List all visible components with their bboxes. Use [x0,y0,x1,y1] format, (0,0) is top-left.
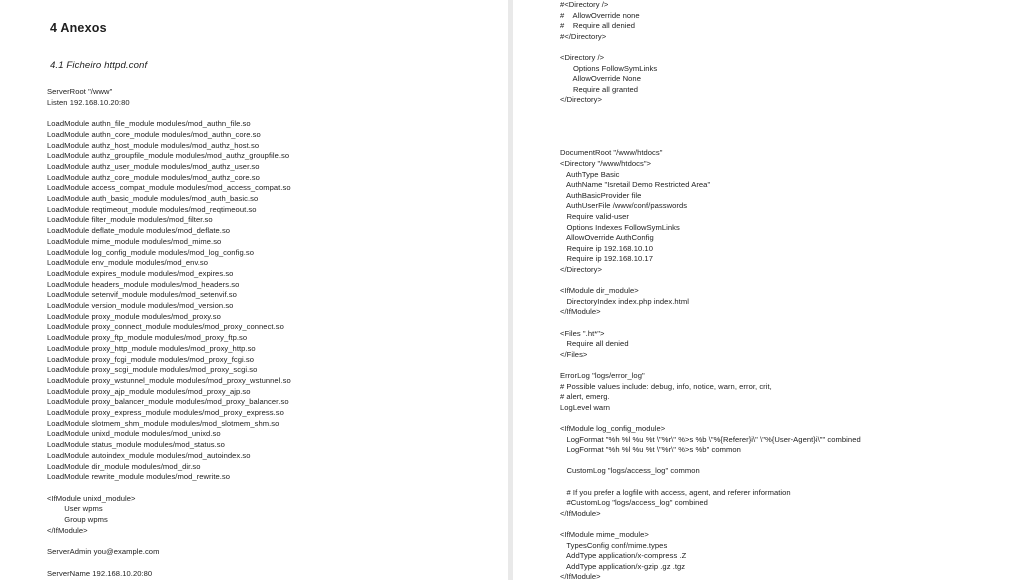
config-line: <Directory /> [560,53,605,62]
config-line: LogLevel warn [560,402,611,412]
config-line: <IfModule log_config_module> [560,424,666,433]
config-line: ServerAdmin you@example.com [47,547,160,557]
config-line: LoadModule authz_host_module modules/mod_authz_host.so [47,140,260,150]
config-line: LoadModule authz_core_module modules/mod_authz_core.so [47,172,260,182]
config-line: CustomLog "logs/access_log" common [560,466,700,476]
config-line: LoadModule proxy_ajp_module modules/mod_proxy_ajp.so [47,386,251,396]
config-line: #CustomLog "logs/access_log" combined [560,498,708,508]
config-line: LoadModule proxy_fcgi_module modules/mod_proxy_fcgi.so [47,354,255,364]
config-line: User wpms [47,504,103,514]
config-line: </Directory> [560,265,602,274]
config-line: LoadModule expires_module modules/mod_expires.so [47,268,234,278]
document-page-left [0,0,508,580]
config-line: LoadModule reqtimeout_module modules/mod_reqtimeout.so [47,204,257,214]
config-line: #</Directory> [560,31,607,41]
config-line: # alert, emerg. [560,392,610,402]
config-line: LoadModule authz_groupfile_module modules/mod_authz_groupfile.so [47,151,290,161]
config-line: LoadModule setenvif_module modules/mod_setenvif.so [47,290,237,300]
config-line: LoadModule unixd_module modules/mod_unixd.so [47,429,221,439]
config-line: AuthName "Isretail Demo Restricted Area" [560,180,711,190]
config-line: LoadModule deflate_module modules/mod_deflate.so [47,226,231,236]
config-line: LoadModule log_config_module modules/mod_log_config.so [47,247,255,257]
config-line: </Files> [560,349,588,359]
config-line: # Possible values include: debug, info, notice, warn, error, crit, [560,381,772,391]
config-line: # If you prefer a logfile with access, agent, and referer information [560,487,791,497]
config-line: ServerName 192.168.10.20:80 [47,568,153,578]
config-line: Options FollowSymLinks [560,63,658,73]
config-line: DirectoryIndex index.php index.html [560,296,689,306]
config-line: ServerRoot "/www" [47,87,113,96]
config-line: LoadModule proxy_http_module modules/mod_proxy_http.so [47,343,256,353]
config-line: LoadModule proxy_wstunnel_module modules/mod_proxy_wstunnel.so [47,375,291,385]
config-line: LoadModule proxy_module modules/mod_proxy.so [47,311,221,321]
config-line: LoadModule proxy_express_module modules/mod_proxy_express.so [47,408,284,417]
config-line: </IfModule> [560,508,601,518]
config-line: </IfModule> [47,525,88,535]
config-line: <Files ".ht*"> [560,328,605,338]
config-line: AuthType Basic [560,169,620,179]
config-line: AuthUserFile /www/conf/passwords [560,201,688,211]
config-line: # Require all denied [560,21,636,31]
config-line: </IfModule> [560,307,601,317]
config-line: DocumentRoot "/www/htdocs" [560,148,663,158]
section-title: 4 Anexos [50,21,107,35]
config-line: Require all denied [560,339,629,349]
config-line: LoadModule rewrite_module modules/mod_rewrite.so [47,472,231,482]
config-line: LoadModule headers_module modules/mod_headers.so [47,279,240,289]
config-line: Require all granted [560,84,639,94]
config-line: AuthBasicProvider file [560,190,642,200]
config-line: Require valid-user [560,212,630,221]
config-line: LoadModule slotmem_shm_module modules/mod_slotmem_shm.so [47,418,280,428]
config-line: Options Indexes FollowSymLinks [560,222,680,232]
config-line: <Directory "/www/htdocs"> [560,159,652,168]
config-line: <IfModule dir_module> [560,286,639,296]
config-line: AddType application/x-gzip .gz .tgz [560,561,686,571]
config-line: Listen 192.168.10.20:80 [47,97,130,107]
config-line: LoadModule autoindex_module modules/mod_autoindex.so [47,450,251,460]
config-line: TypesConfig conf/mime.types [560,540,668,550]
config-line: AddType application/x-compress .Z [560,551,687,561]
config-line: LogFormat "%h %l %u %t \"%r\" %>s %b" common [560,445,741,455]
config-line: #<Directory /> [560,0,609,9]
config-line: LoadModule authn_file_module modules/mod_authn_file.so [47,119,251,129]
config-line: LoadModule auth_basic_module modules/mod_auth_basic.so [47,194,259,203]
config-line: LoadModule authz_user_module modules/mod_authz_user.so [47,161,260,171]
config-line: AllowOverride None [560,74,641,84]
config-line: </IfModule> [560,572,601,580]
config-line: LoadModule access_compat_module modules/mod_access_compat.so [47,183,291,193]
config-line: LoadModule proxy_ftp_module modules/mod_proxy_ftp.so [47,333,248,343]
config-line: LoadModule proxy_balancer_module modules/mod_proxy_balancer.so [47,397,289,407]
config-line: </Directory> [560,95,602,105]
config-line: LoadModule mime_module modules/mod_mime.so [47,236,222,246]
config-line: LoadModule env_module modules/mod_env.so [47,258,209,268]
config-line: LoadModule proxy_connect_module modules/mod_proxy_connect.so [47,322,284,332]
config-line: Require ip 192.168.10.10 [560,243,653,253]
document-page-right [513,0,1024,580]
config-line: <IfModule unixd_module> [47,493,136,503]
config-line: LoadModule version_module modules/mod_version.so [47,301,234,310]
config-line: ErrorLog "logs/error_log" [560,371,645,380]
config-line: LoadModule filter_module modules/mod_filter.so [47,215,213,225]
config-line: <IfModule mime_module> [560,530,649,539]
config-line: # AllowOverride none [560,10,640,20]
config-line: Require ip 192.168.10.17 [560,254,653,264]
config-line: LoadModule authn_core_module modules/mod_authn_core.so [47,129,261,139]
config-line: Group wpms [47,515,108,524]
config-line: LoadModule proxy_scgi_module modules/mod_proxy_scgi.so [47,365,258,375]
config-line: LogFormat "%h %l %u %t \"%r\" %>s %b \"%{Referer}i\" \"%{User-Agent}i\"" combined [560,434,861,444]
config-line: AllowOverride AuthConfig [560,233,654,243]
subsection-title: 4.1 Ficheiro httpd.conf [50,60,148,71]
config-line: LoadModule dir_module modules/mod_dir.so [47,461,201,471]
config-line: LoadModule status_module modules/mod_status.so [47,440,225,450]
